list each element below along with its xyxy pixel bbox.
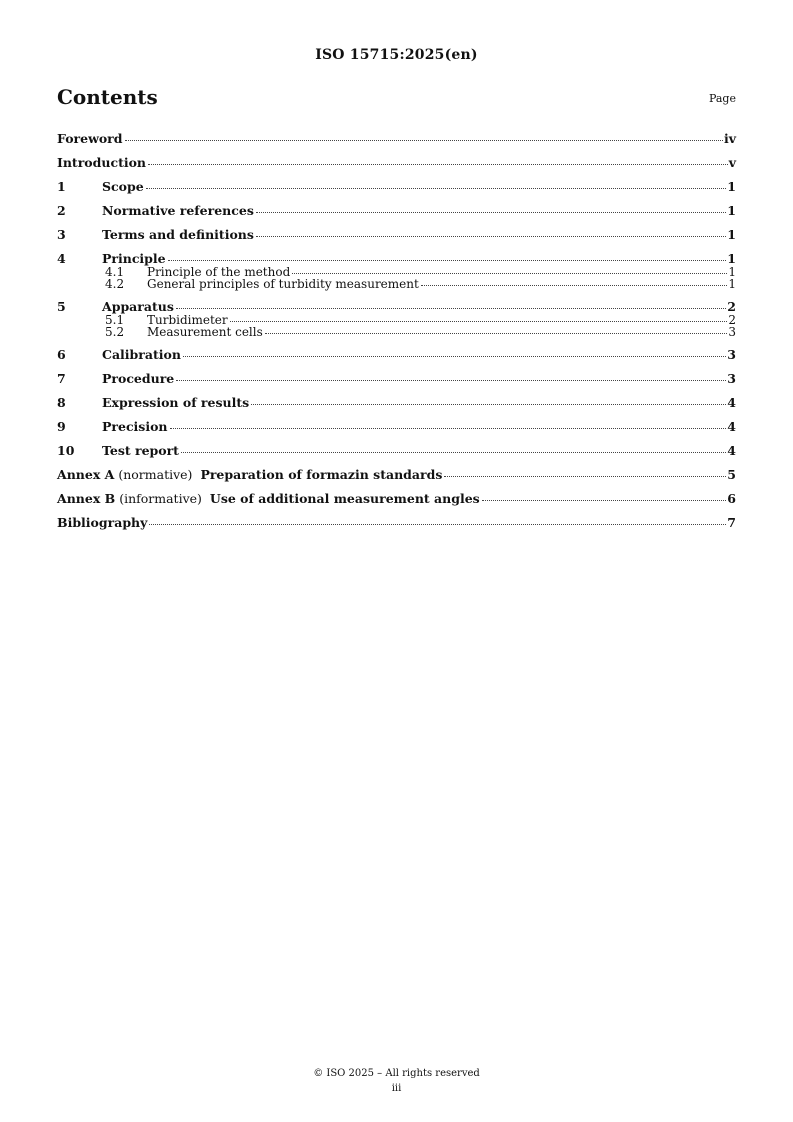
toc-entry-number: 5	[57, 299, 66, 314]
toc-entry-number: 5.2	[105, 325, 125, 339]
toc-entry-title[interactable]: Bibliography	[57, 515, 148, 530]
dot-leader	[292, 273, 727, 274]
toc-entry-page[interactable]: 5	[727, 467, 736, 482]
toc-annex-label[interactable]: Annex A	[57, 467, 115, 482]
toc-entry-scope[interactable]	[57, 180, 736, 194]
toc-entry-procedure[interactable]	[57, 372, 736, 386]
toc-entry-annex-a[interactable]	[57, 468, 736, 482]
toc-entry-number: 5.1	[105, 313, 125, 327]
dot-leader	[168, 260, 727, 261]
toc-entry-page[interactable]: 3	[727, 347, 736, 362]
toc-entry-title[interactable]: Scope	[102, 179, 144, 194]
toc-entry-number: 4.2	[105, 277, 125, 291]
toc-entry-terms-and-definitions[interactable]	[57, 228, 736, 242]
toc-entry-title[interactable]: Procedure	[102, 371, 175, 386]
table-of-contents	[57, 128, 736, 530]
page-column-label: Page	[708, 92, 736, 105]
dot-leader	[146, 188, 727, 189]
contents-title: Contents	[57, 85, 158, 109]
toc-entry-page[interactable]: 1	[728, 265, 736, 279]
toc-entry-title[interactable]: General principles of turbidity measurement	[147, 277, 419, 291]
toc-entry-page[interactable]: 4	[727, 395, 736, 410]
dot-leader	[251, 404, 726, 405]
toc-entry-apparatus[interactable]	[57, 300, 736, 314]
toc-entry-title[interactable]: Expression of results	[102, 395, 250, 410]
document-id-header: ISO 15715:2025(en)	[315, 47, 478, 63]
dot-leader	[170, 428, 727, 429]
toc-entry-introduction[interactable]	[57, 156, 736, 170]
toc-entry-page[interactable]: 1	[727, 203, 736, 218]
toc-subentry-general-principles[interactable]	[57, 278, 736, 290]
dot-leader	[183, 356, 726, 357]
dot-leader	[148, 164, 728, 165]
toc-entry-number: 8	[57, 395, 66, 410]
toc-entry-principle[interactable]	[57, 252, 736, 266]
toc-annex-label[interactable]: Annex B	[57, 491, 116, 506]
toc-entry-title[interactable]: Preparation of formazin standards	[200, 467, 443, 482]
dot-leader	[181, 452, 726, 453]
toc-entry-number: 2	[57, 203, 66, 218]
toc-entry-number: 1	[57, 179, 66, 194]
toc-entry-title[interactable]: Principle	[102, 251, 166, 266]
toc-entry-page[interactable]: 1	[727, 179, 736, 194]
toc-entry-bibliography[interactable]	[57, 516, 736, 530]
toc-entry-number: 4	[57, 251, 66, 266]
toc-entry-number: 6	[57, 347, 66, 362]
dot-leader	[149, 524, 726, 525]
toc-entry-number: 10	[57, 443, 75, 458]
dot-leader	[125, 140, 723, 141]
dot-leader	[421, 285, 728, 286]
dot-leader	[230, 321, 728, 322]
toc-entry-title[interactable]: Calibration	[102, 347, 181, 362]
dot-leader	[256, 212, 726, 213]
dot-leader	[482, 500, 727, 501]
page-footer	[0, 1066, 793, 1096]
toc-entry-page[interactable]: 1	[727, 227, 736, 242]
toc-entry-page[interactable]: 3	[728, 325, 736, 339]
toc-entry-title[interactable]: Turbidimeter	[147, 313, 228, 327]
toc-entry-title[interactable]: Measurement cells	[147, 325, 263, 339]
page-number: iii	[391, 1083, 402, 1094]
toc-entry-page[interactable]: v	[728, 155, 736, 170]
dot-leader	[444, 476, 726, 477]
toc-entry-page[interactable]: 3	[727, 371, 736, 386]
toc-entry-page[interactable]: iv	[723, 131, 736, 146]
toc-entry-title[interactable]: Apparatus	[102, 299, 174, 314]
dot-leader	[256, 236, 726, 237]
toc-entry-page[interactable]: 6	[727, 491, 736, 506]
toc-entry-page[interactable]: 7	[727, 515, 736, 530]
toc-entry-number: 4.1	[105, 265, 125, 279]
toc-entry-page[interactable]: 4	[727, 443, 736, 458]
toc-entry-title[interactable]: Use of additional measurement angles	[209, 491, 480, 506]
toc-entry-title[interactable]: Precision	[102, 419, 168, 434]
toc-entry-page[interactable]: 4	[727, 419, 736, 434]
toc-entry-number: 7	[57, 371, 66, 386]
toc-entry-title[interactable]: Principle of the method	[147, 265, 291, 279]
toc-entry-page[interactable]: 1	[728, 277, 736, 291]
toc-entry-title[interactable]: Foreword	[57, 131, 123, 146]
toc-entry-title[interactable]: Introduction	[57, 155, 147, 170]
toc-entry-annex-b[interactable]	[57, 492, 736, 506]
dot-leader	[176, 308, 726, 309]
toc-entry-title[interactable]: Terms and definitions	[102, 227, 254, 242]
dot-leader	[176, 380, 726, 381]
toc-subentry-measurement-cells[interactable]	[57, 326, 736, 338]
toc-entry-page[interactable]: 1	[727, 251, 736, 266]
toc-entry-expression-of-results[interactable]	[57, 396, 736, 410]
toc-entry-calibration[interactable]	[57, 348, 736, 362]
toc-annex-qualifier: (normative)	[118, 467, 193, 482]
toc-entry-page[interactable]: 2	[727, 299, 736, 314]
toc-entry-number: 3	[57, 227, 66, 242]
toc-entry-normative-references[interactable]	[57, 204, 736, 218]
copyright-notice: © ISO 2025 – All rights reserved	[313, 1068, 480, 1079]
toc-entry-number: 9	[57, 419, 66, 434]
toc-entry-title[interactable]: Normative references	[102, 203, 254, 218]
toc-entry-test-report[interactable]	[57, 444, 736, 458]
dot-leader	[265, 333, 728, 334]
toc-entry-foreword[interactable]	[57, 132, 736, 146]
toc-entry-precision[interactable]	[57, 420, 736, 434]
toc-entry-page[interactable]: 2	[728, 313, 736, 327]
toc-annex-qualifier: (informative)	[119, 491, 202, 506]
toc-entry-title[interactable]: Test report	[102, 443, 179, 458]
